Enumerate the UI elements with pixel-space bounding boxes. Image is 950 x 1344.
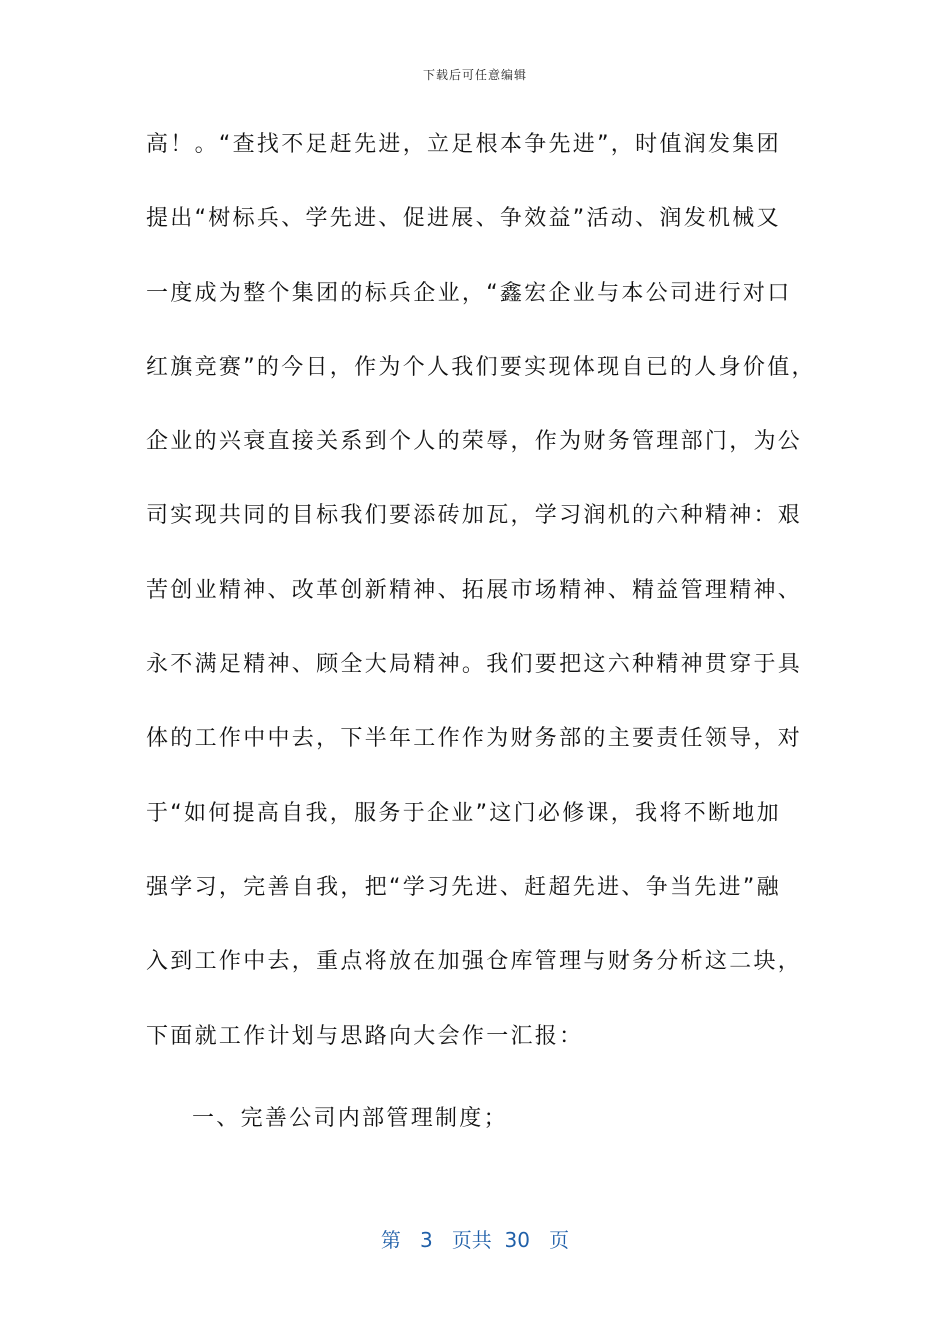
paragraph-line: 司实现共同的目标我们要添砖加瓦，学习润机的六种精神：艰 (146, 503, 803, 529)
paragraph-line: 苦创业精神、改革创新精神、拓展市场精神、精益管理精神、 (146, 577, 803, 603)
paragraph-line: 强学习，完善自我，把“学习先进、赶超先进、争当先进”融 (146, 874, 781, 900)
paragraph-line: 入到工作中去，重点将放在加强仓库管理与财务分析这二块， (146, 949, 803, 975)
paragraph-line: 一度成为整个集团的标兵企业，“鑫宏企业与本公司进行对口 (146, 280, 792, 306)
paragraph-line: 体的工作中中去，下半年工作作为财务部的主要责任领导，对 (146, 726, 803, 752)
paragraph-line: 永不满足精神、顾全大局精神。我们要把这六种精神贯穿于具 (146, 652, 803, 678)
page-number-footer (0, 1224, 950, 1253)
paragraph-line: 于“如何提高自我，服务于企业”这门必修课，我将不断地加 (146, 800, 781, 826)
page-middle: 页共 (451, 1228, 492, 1252)
paragraph-line: 提出“树标兵、学先进、促进展、争效益”活动、润发机械又 (146, 206, 781, 232)
paragraph-line: 红旗竞赛”的今日，作为个人我们要实现体现自已的人身价值， (146, 354, 816, 380)
header-note: 下载后可任意编辑 (422, 68, 527, 82)
page-prefix: 第 (380, 1228, 401, 1252)
paragraph-line: 高！。“查找不足赶先进，立足根本争先进”，时值润发集团 (146, 132, 781, 157)
total-pages-number: 30 (504, 1228, 530, 1252)
paragraph-line: 下面就工作计划与思路向大会作一汇报： (146, 1023, 584, 1049)
page-suffix: 页 (549, 1228, 570, 1252)
paragraph-line: 企业的兴衰直接关系到个人的荣辱，作为财务管理部门，为公 (146, 429, 803, 455)
body-paragraph (146, 120, 816, 1086)
current-page-number: 3 (420, 1228, 433, 1252)
section-heading: 一、完善公司内部管理制度； (192, 1106, 508, 1131)
